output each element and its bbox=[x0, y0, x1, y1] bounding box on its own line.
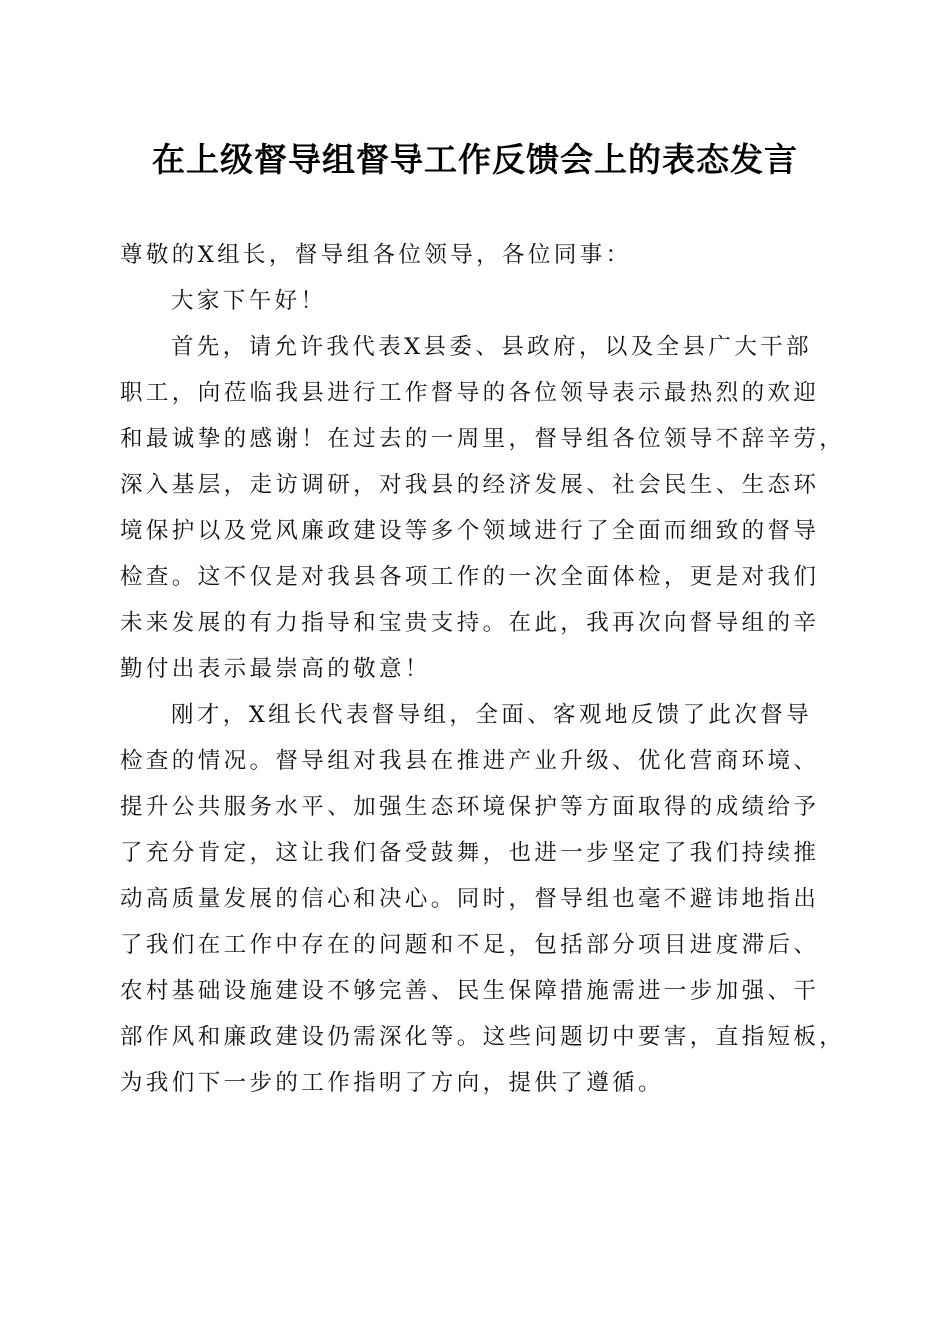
paragraph-2-line-6: 了我们在工作中存在的问题和不足，包括部分项目进度滞后、 bbox=[120, 932, 820, 958]
paragraph-2-line-8: 部作风和廉政建设仍需深化等。这些问题切中要害，直指短板， bbox=[120, 1024, 846, 1050]
paragraph-2-line-1: 刚才，X组长代表督导组，全面、客观地反馈了此次督导 bbox=[171, 702, 813, 728]
paragraph-1-line-5: 境保护以及党风廉政建设等多个领域进行了全面而细致的督导 bbox=[120, 518, 820, 544]
document-title: 在上级督导组督导工作反馈会上的表态发言 bbox=[152, 140, 798, 179]
paragraph-1-line-1: 首先，请允许我代表X县委、县政府，以及全县广大干部 bbox=[171, 334, 813, 360]
paragraph-1-line-6: 检查。这不仅是对我县各项工作的一次全面体检，更是对我们 bbox=[120, 564, 820, 590]
paragraph-2-line-9: 为我们下一步的工作指明了方向，提供了遵循。 bbox=[120, 1070, 664, 1096]
paragraph-1-line-2: 职工，向莅临我县进行工作督导的各位领导表示最热烈的欢迎 bbox=[120, 380, 820, 406]
paragraph-2-line-2: 检查的情况。督导组对我县在推进产业升级、优化营商环境、 bbox=[120, 748, 820, 774]
paragraph-2-line-4: 了充分肯定，这让我们备受鼓舞，也进一步坚定了我们持续推 bbox=[120, 840, 820, 866]
document-body bbox=[120, 232, 846, 1106]
paragraph-1-line-3: 和最诚挚的感谢！在过去的一周里，督导组各位领导不辞辛劳， bbox=[120, 426, 846, 452]
salutation-line: 尊敬的X组长，督导组各位领导，各位同事： bbox=[120, 242, 632, 268]
paragraph-2-line-7: 农村基础设施建设不够完善、民生保障措施需进一步加强、干 bbox=[120, 978, 820, 1004]
paragraph-1-line-4: 深入基层，走访调研，对我县的经济发展、社会民生、生态环 bbox=[120, 472, 820, 498]
greeting-line: 大家下午好！ bbox=[171, 288, 327, 314]
paragraph-2-line-5: 动高质量发展的信心和决心。同时，督导组也毫不避讳地指出 bbox=[120, 886, 820, 912]
paragraph-1-line-8: 勤付出表示最崇高的敬意！ bbox=[120, 656, 431, 682]
paragraph-1-line-7: 未来发展的有力指导和宝贵支持。在此，我再次向督导组的辛 bbox=[120, 610, 820, 636]
paragraph-2-line-3: 提升公共服务水平、加强生态环境保护等方面取得的成绩给予 bbox=[120, 794, 820, 820]
